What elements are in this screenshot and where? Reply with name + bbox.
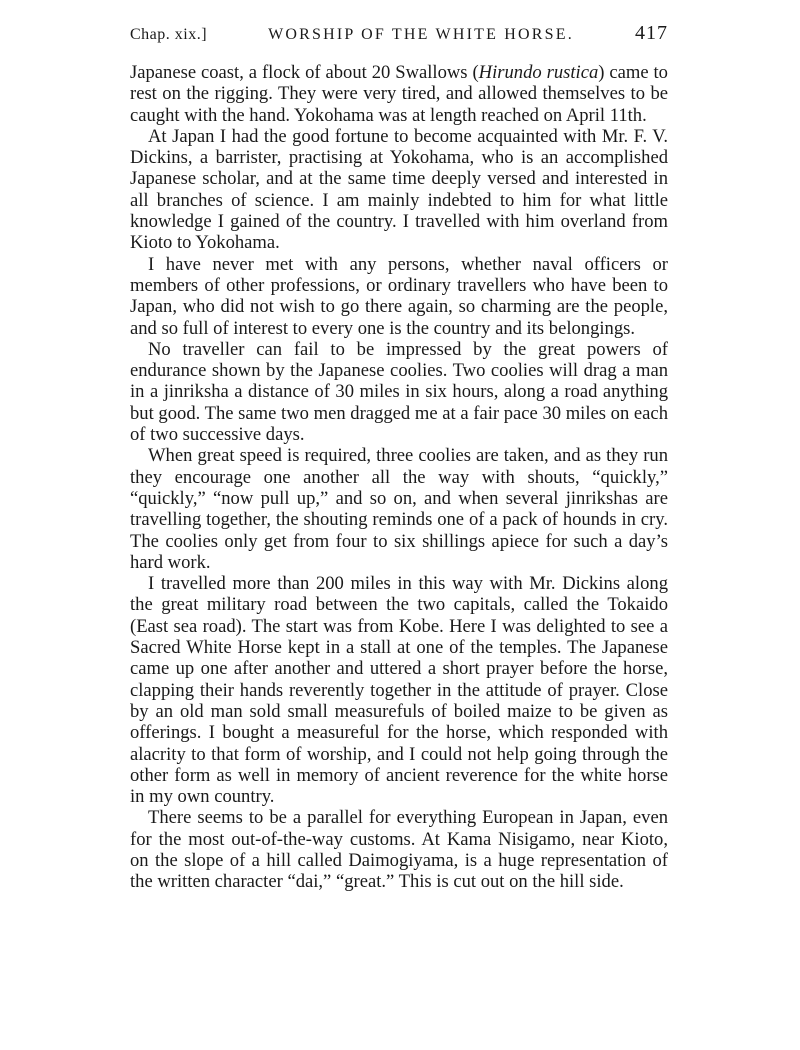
paragraph-continued [130, 62, 668, 126]
page-number: 417 [634, 22, 668, 44]
species-name: Hirundo rustica [478, 62, 599, 83]
paragraph-coolies: No traveller can fail to be impressed by the great powers of endurance shown by the Japanese coolies. Two coolies will drag a man in a jinriksha a distance of 30 miles in six hours, along a road anything but good. The same two men dragged me at a fair pace 30 miles on each of two successive days. [130, 338, 668, 446]
paragraph-1-part-b: ) came to rest on the rigging. They were very tired, and allowed themselves to be caught with the hand. Yokohama was at length reached on April 11th. [130, 62, 668, 126]
paragraph-speed: When great speed is required, three coolies are taken, and as they run they encourage one another all the way with shouts, “quickly,” “quickly,” “now pull up,” and so on, and when several jinrikshas are travelling together, the shouting reminds one of a pack of hounds in cry. The coolies only get from four to six shillings apiece for such a day’s hard work. [130, 445, 668, 573]
body-text [130, 62, 668, 893]
paragraph-daimogiyama: There seems to be a parallel for everything European in Japan, even for the most out-of-the-way customs. At Kama Nisigamo, near Kioto, on the slope of a hill called Daimogiyama, is a huge representation of the written character “dai,” “great.” This is cut out on the hill side. [130, 807, 668, 893]
paragraph-1-part-a: Japanese coast, a flock of about 20 Swallows ( [130, 62, 479, 83]
running-title: WORSHIP OF THE WHITE HORSE. [268, 26, 574, 43]
paragraph-visitors: I have never met with any persons, whether naval officers or members of other professions, or ordinary travellers who have been to Japan, who did not wish to go there again, so charming are the people, and so full of interest to every one is the country and its belongings. [130, 253, 668, 339]
chapter-reference: Chap. xix.] [130, 26, 208, 43]
paragraph-white-horse: I travelled more than 200 miles in this way with Mr. Dickins along the great military road between the two capitals, called the Tokaido (East sea road). The start was from Kobe. Here I was delighted to see a Sacred White Horse kept in a stall at one of the temples. The Japanese came up one after another and uttered a short prayer before the horse, clapping their hands reverently together in the attitude of prayer. Close by an old man sold small measurefuls of boiled maize to be given as offerings. I bought a measureful for the horse, which responded with alacrity to that form of worship, and I could not help going through the other form as well in memory of ancient reverence for the white horse in my own country. [130, 573, 668, 808]
paragraph-dickins: At Japan I had the good fortune to become acquainted with Mr. F. V. Dickins, a barrister, practising at Yokohama, who is an accomplished Japanese scholar, and at the same time deeply versed and interested in all branches of science. I am mainly indebted to him for what little knowledge I gained of the country. I travelled with him overland from Kioto to Yokohama. [130, 125, 668, 254]
running-head [130, 22, 668, 52]
book-page [130, 22, 668, 893]
